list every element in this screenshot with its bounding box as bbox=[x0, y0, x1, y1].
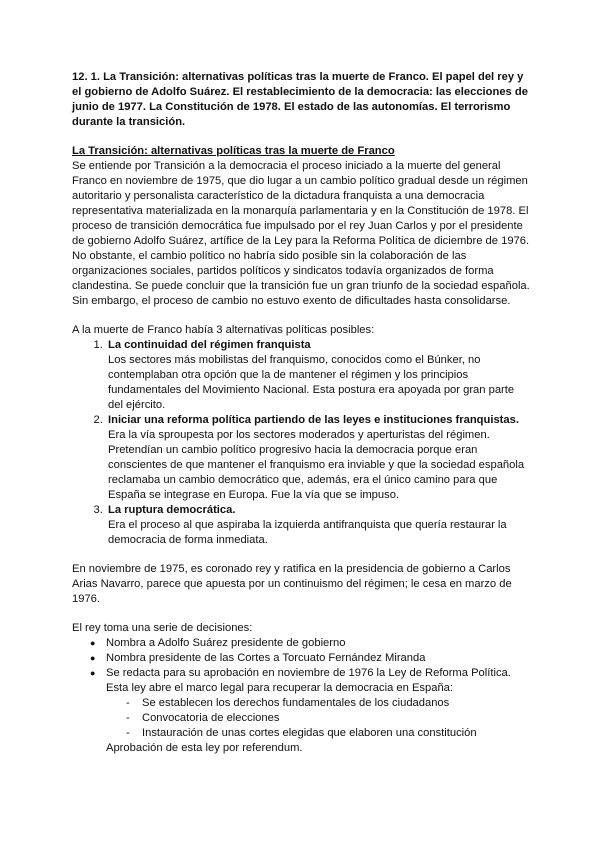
bullet-icon: ● bbox=[90, 668, 96, 678]
section-heading: La Transición: alternativas políticas tras la muerte de Franco bbox=[72, 145, 395, 157]
decision-text: Nombra presidente de las Cortes a Torcuato Fernández Miranda bbox=[106, 652, 426, 664]
law-point bbox=[126, 726, 532, 741]
decisions-list bbox=[72, 636, 532, 756]
alternative-text: Los sectores más mobilistas del franquismo, conocidos como el Búnker, no contemplaban otra opción que la de mantener el régimen y los principios fundamentales del Movimiento Nacional. Esta postura era apoyada por gran parte del ejército. bbox=[108, 354, 515, 411]
law-description: Esta ley abre el marco legal para recuperar la democracia en España: bbox=[106, 682, 453, 694]
bullet-icon: ● bbox=[90, 653, 96, 663]
referendum-note: Aprobación de esta ley por referendum. bbox=[106, 742, 303, 754]
document-page bbox=[72, 70, 532, 756]
decision-item bbox=[90, 636, 532, 651]
alternative-item bbox=[106, 413, 532, 503]
decisions-intro: El rey toma una serie de decisiones: bbox=[72, 622, 253, 634]
dash-icon: - bbox=[126, 727, 130, 739]
arias-paragraph: En noviembre de 1975, es coronado rey y ratifica en la presidencia de gobierno a Carlos Arias Navarro, parece que apuesta por un continuismo del régimen; le cesa en marzo de 1976. bbox=[72, 563, 512, 605]
alternative-title: 2. Iniciar una reforma política partiendo de las leyes e instituciones franquistas. bbox=[108, 414, 519, 426]
alternatives-intro: A la muerte de Franco había 3 alternativas políticas posibles: bbox=[72, 324, 375, 336]
alternative-item bbox=[106, 503, 532, 548]
document-title: 12. 1. La Transición: alternativas políticas tras la muerte de Franco. El papel del rey y el gobierno de Adolfo Suárez. El restablecimiento de la democracia: las elecciones de junio de 1977. La Constitución de 1978. El estado de las autonomías. El terrorismo durante la transición. bbox=[72, 71, 528, 128]
dash-icon: - bbox=[126, 712, 130, 724]
law-point bbox=[126, 696, 532, 711]
law-points-list bbox=[106, 696, 532, 741]
alternative-title: 1. La continuidad del régimen franquista bbox=[108, 339, 311, 351]
alternative-text: Era la vía sproupesta por los sectores moderados y aperturistas del régimen. Pretendían un cambio político progresivo hacia la democracia porque eran conscientes de que mantener el franquismo era inviable y que la sociedad española reclamaba un cambio democrático que, además, era el único camino para que España se integrase en Europa. Fue la vía que se impuso. bbox=[108, 429, 525, 501]
law-point-text: Instauración de unas cortes elegidas que elaboren una constitución bbox=[142, 727, 477, 739]
decision-text: Se redacta para su aprobación en noviembre de 1976 la Ley de Reforma Política. bbox=[106, 667, 511, 679]
alternative-item bbox=[106, 338, 532, 413]
intro-paragraph: Se entiende por Transición a la democracia el proceso iniciado a la muerte del general Franco en noviembre de 1975, que dio lugar a un cambio político gradual desde un régimen autoritario y personalista característico de la dictadura franquista a una democracia representativa materializada en la monarquía parlamentaria y en la Constitución de 1978. El proceso de transición democrática fue impulsado por el rey Juan Carlos y por el presidente de gobierno Adolfo Suárez, artífice de la Ley para la Reforma Política de diciembre de 1976. No obstante, el cambio político no habría sido posible sin la colaboración de las organizaciones sociales, partidos políticos y sindicatos todavía organizados de forma clandestina. Se puede concluir que la transición fue un gran triunfo de la sociedad española. Sin embargo, el proceso de cambio no estuvo exento de dificultades hasta consolidarse. bbox=[72, 160, 530, 307]
decision-text: Nombra a Adolfo Suárez presidente de gobierno bbox=[106, 637, 346, 649]
alternatives-list bbox=[72, 338, 532, 548]
decision-item bbox=[90, 666, 532, 756]
alternative-title: 3. La ruptura democrática. bbox=[108, 504, 236, 516]
dash-icon: - bbox=[126, 697, 130, 709]
alternative-text: Era el proceso al que aspiraba la izquierda antifranquista que quería restaurar la democracia de forma inmediata. bbox=[108, 519, 507, 546]
law-point-text: Se establecen los derechos fundamentales de los ciudadanos bbox=[142, 697, 450, 709]
law-point-text: Convocatoria de elecciones bbox=[142, 712, 280, 724]
decision-item bbox=[90, 651, 532, 666]
bullet-icon: ● bbox=[90, 638, 96, 648]
law-point bbox=[126, 711, 532, 726]
